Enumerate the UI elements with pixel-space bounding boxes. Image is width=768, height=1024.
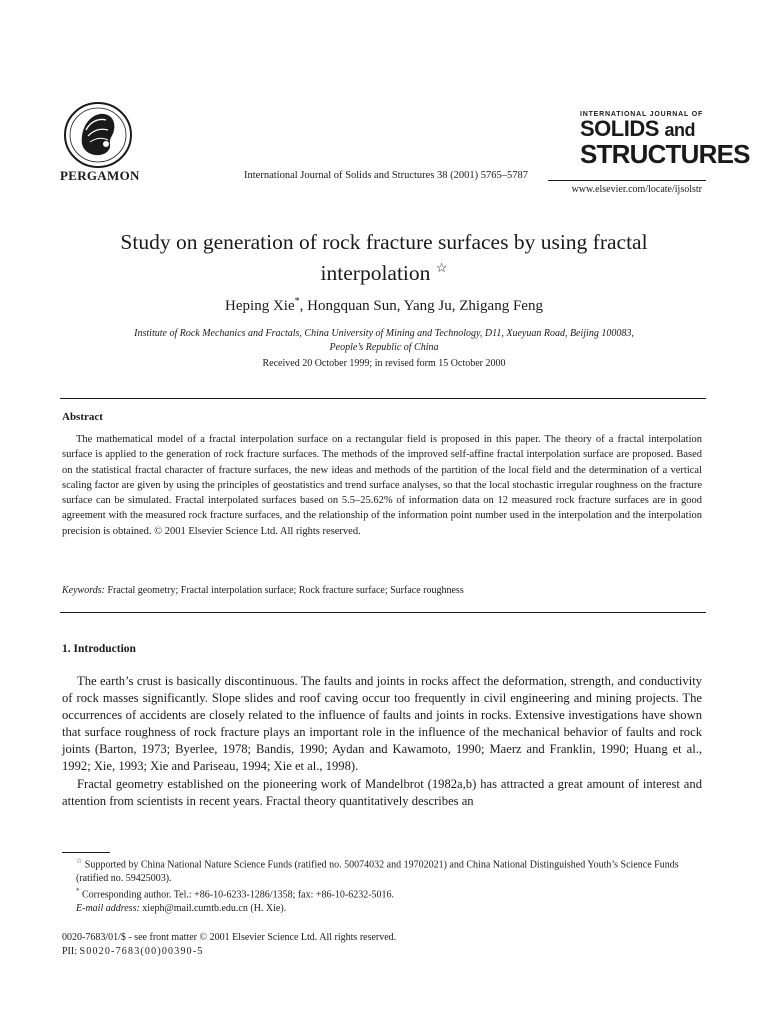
- abstract-heading: Abstract: [62, 411, 103, 423]
- keywords-label: Keywords:: [62, 585, 105, 596]
- journal-url[interactable]: www.elsevier.com/locate/ijsolstr: [571, 184, 702, 195]
- footnotes: [62, 855, 702, 916]
- article-title: [40, 229, 728, 286]
- author-1: Heping Xie: [225, 298, 295, 314]
- abstract-bottom-rule: [60, 612, 706, 613]
- affiliation-line1: Institute of Rock Mechanics and Fractals, China University of Mining and Technology, D11, Xueyuan Road, Beijing 100083,: [134, 328, 634, 339]
- journal-brand: [580, 111, 750, 169]
- affiliation: [70, 327, 698, 355]
- affiliation-line2: People’s Republic of China: [329, 342, 439, 353]
- introduction-body: [62, 673, 702, 810]
- keywords-list: Fractal geometry; Fractal interpolation surface; Rock fracture surface; Surface roughness: [107, 585, 464, 596]
- copyright-block: [62, 931, 396, 958]
- pii-value: S0020-7683(00)00390-5: [79, 945, 204, 957]
- footnote-email: [62, 902, 702, 916]
- corresponding-author-mark[interactable]: *: [294, 296, 300, 307]
- other-authors: , Hongquan Sun, Yang Ju, Zhigang Feng: [299, 298, 543, 314]
- received-dates: Received 20 October 1999; in revised form 15 October 2000: [262, 358, 506, 369]
- section-heading-introduction: 1. Introduction: [62, 643, 136, 655]
- pii-line: [62, 945, 396, 959]
- title-line2: interpolation: [320, 261, 431, 286]
- publisher-logo-icon: [62, 100, 134, 170]
- title-line1: Study on generation of rock fracture surfaces by using fractal: [120, 230, 648, 254]
- publisher-name: PERGAMON: [60, 168, 140, 183]
- footnote-corresponding-text: Corresponding author. Tel.: +86-10-6233-1286/1358; fax: +86-10-6232-5016.: [82, 889, 395, 901]
- journal-brand-solids: SOLIDS: [580, 116, 659, 141]
- title-footnote-star-icon[interactable]: ☆: [435, 260, 448, 275]
- author-list: [40, 296, 728, 315]
- email-address[interactable]: xieph@mail.cumtb.edu.cn (H. Xie).: [142, 903, 287, 915]
- pii-label: PII:: [62, 945, 77, 957]
- issn-line: 0020-7683/01/$ - see front matter © 2001 Elsevier Science Ltd. All rights reserved.: [62, 932, 397, 943]
- email-label: E-mail address:: [76, 903, 140, 915]
- journal-brand-line1: INTERNATIONAL JOURNAL OF: [580, 111, 704, 118]
- journal-citation: International Journal of Solids and Structures 38 (2001) 5765–5787: [244, 170, 529, 181]
- footnote-asterisk: *: [76, 887, 80, 896]
- intro-paragraph-2: Fractal geometry established on the pioneering work of Mandelbrot (1982a,b) has attracted a great amount of interest and attention from scientists in recent years. Fractal theory quantitatively describes an: [62, 776, 702, 808]
- intro-paragraph-1: The earth’s crust is basically discontinuous. The faults and joints in rocks affect the deformation, strength, and conductivity of rock masses significantly. Slope slides and roof caving occur too frequently in civil engineering and mining projects. The occurrences of accidents are closely related to the influence of faults and joints in rocks. Extensive investigations have shown that surface roughness of rock fracture plays an important role in the influence of the mechanical behavior of faults and rock joints (Barton, 1973; Byerlee, 1978; Bandis, 1990; Aydan and Kawamoto, 1990; Maerz and Franklin, 1990; Huang et al., 1992; Xie, 1993; Xie and Pariseau, 1994; Xie et al., 1998).: [62, 674, 702, 774]
- journal-brand-and: and: [664, 120, 696, 140]
- footnote-funding: [62, 855, 702, 885]
- abstract-top-rule: [60, 398, 706, 399]
- abstract-text: The mathematical model of a fractal interpolation surface on a rectangular field is proposed in this paper. The theory of a fractal interpolation surface is applied to the generation of rock fracture surfaces. The methods of the improved self-affine fractal interpolation surface are proposed. Based on the statistical fractal character of fracture surfaces, the new ideas and methods of the partition of the local field and the determination of a vertical scaling factor are given by using the principles of geostatistics and trend surface analyses, so that the local stochastic irregular roughness on the fracture surface can be simulated. Fractal interpolated surfaces based on 5.5–25.62% of information data on 12 measured rock fracture surfaces are in good agreement with the measured rock fracture surfaces, and the relationship of the information point number used in the interpolation and the interpolation precision is obtained. © 2001 Elsevier Science Ltd. All rights reserved.: [62, 434, 702, 537]
- footnote-star-icon: ☆: [76, 857, 83, 865]
- footnote-corresponding: [62, 885, 702, 902]
- footnote-rule: [62, 852, 110, 853]
- header-rule: [548, 180, 706, 181]
- keywords: [62, 585, 702, 596]
- footnote-funding-text: Supported by China National Nature Science Funds (ratified no. 50074032 and 19702021) and China National Distinguished Youth’s Science Funds (ratified no. 59425003).: [76, 859, 679, 884]
- journal-brand-structures: STRUCTURES: [580, 139, 750, 169]
